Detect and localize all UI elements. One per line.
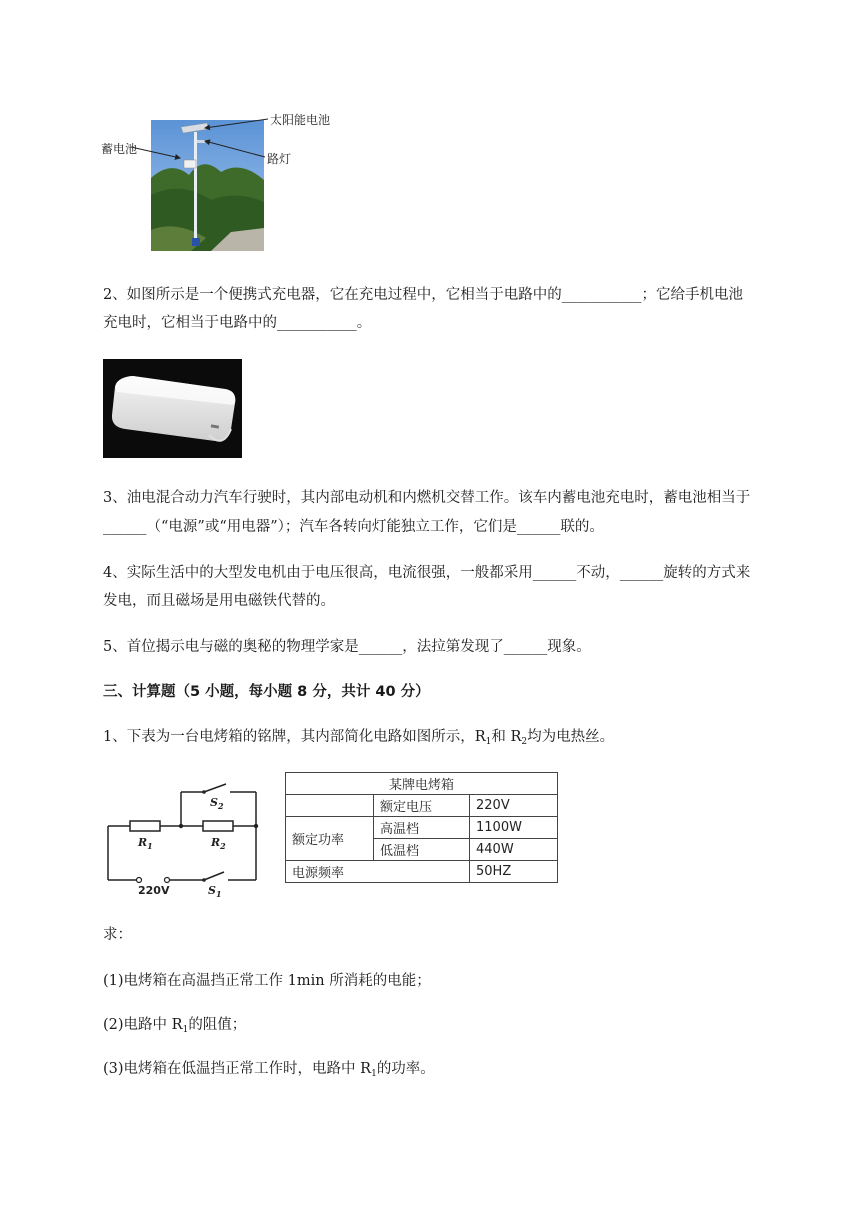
solar-cell-label: 太阳能电池 <box>270 113 331 127</box>
battery-label: 蓄电池 <box>101 142 138 156</box>
frequency-label: 电源频率 <box>286 861 470 883</box>
rated-voltage-label: 额定电压 <box>374 795 470 817</box>
resistor-r1 <box>130 821 160 831</box>
q2-line1: 2、如图所示是一个便携式充电器，它在充电过程中，它相当于电路中的___________；它给手机电池 <box>103 287 743 303</box>
q4-line1: 4、实际生活中的大型发电机由于电压很高，电流很强，一般都采用______不动，______旋转的方式来 <box>103 565 751 581</box>
battery-arrow <box>131 147 180 158</box>
sub3-subscript: 1 <box>371 1069 377 1079</box>
table-title: 某牌电烤箱 <box>286 773 558 795</box>
lamp-label: 路灯 <box>267 152 292 166</box>
low-mode-value: 440W <box>470 839 558 861</box>
q3-line1: 3、油电混合动力汽车行驶时，其内部电动机和内燃机交替工作。该车内蓄电池充电时，蓄电池相当于 <box>103 490 751 506</box>
rated-voltage-value: 220V <box>470 795 558 817</box>
power-bank-photo <box>103 359 242 458</box>
high-mode-label: 高温档 <box>374 817 470 839</box>
junction-node <box>254 824 258 828</box>
calc1-intro-a: 1、下表为一台电烤箱的铭牌，其内部简化电路如图所示，R <box>103 729 486 745</box>
q5-line1: 5、首位揭示电与磁的奥秘的物理学家是______，法拉第发现了______现象。 <box>103 639 591 655</box>
solar-arrow <box>205 119 268 128</box>
switch-s2 <box>204 784 226 792</box>
switch-pivot <box>202 790 206 794</box>
empty-cell <box>286 795 374 817</box>
s1-label: $S_1$ <box>208 884 222 897</box>
sub3-text-b: 的功率。 <box>376 1061 435 1077</box>
frequency-value: 50HZ <box>470 861 558 883</box>
low-mode-label: 低温档 <box>374 839 470 861</box>
sub-question-1: (1)电烤箱在高温挡正常工作 1min 所消耗的电能； <box>103 973 431 989</box>
junction-node <box>179 824 183 828</box>
calc1-intro-b: 和 R <box>491 729 522 745</box>
circuit-diagram <box>100 772 265 897</box>
lamp-arrow <box>205 141 265 157</box>
nameplate-table <box>285 772 558 883</box>
q2-line2: 充电时，它相当于电路中的___________。 <box>103 315 372 331</box>
voltage-label: 220V <box>138 884 170 897</box>
ask-label: 求： <box>103 927 132 943</box>
sub-question-3 <box>103 1059 435 1084</box>
r1-label: $R_1$ <box>138 836 153 851</box>
sub2-text-a: (2)电路中 R <box>103 1017 183 1033</box>
switch-s1 <box>204 872 224 880</box>
terminal <box>165 878 170 883</box>
rated-power-label: 额定功率 <box>286 817 374 861</box>
sub2-subscript: 1 <box>182 1025 189 1035</box>
switch-pivot <box>202 878 206 882</box>
sub-question-2 <box>103 1015 246 1040</box>
power-bank-image <box>103 359 242 458</box>
table-row <box>286 861 558 883</box>
table-row <box>286 817 558 839</box>
sub2-text-b: 的阻值； <box>188 1017 247 1033</box>
calc1-intro-c: 均为电热丝。 <box>527 729 615 745</box>
callout-arrows <box>0 0 860 260</box>
s2-label: $S_2$ <box>210 796 224 811</box>
high-mode-value: 1100W <box>470 817 558 839</box>
terminal <box>137 878 142 883</box>
q4-line2: 发电，而且磁场是用电磁铁代替的。 <box>103 593 335 609</box>
resistor-r2 <box>203 821 233 831</box>
calc1-intro <box>103 727 614 752</box>
section-heading: 三、计算题（5 小题，每小题 8 分，共计 40 分） <box>103 684 430 700</box>
r2-label: $R_2$ <box>211 836 226 851</box>
table-row <box>286 795 558 817</box>
sub3-text-a: (3)电烤箱在低温挡正常工作时，电路中 R <box>103 1061 372 1077</box>
table-row <box>286 773 558 795</box>
q3-line2: ______（“电源”或“用电器”）；汽车各转向灯能独立工作，它们是______联的。 <box>103 519 604 535</box>
calc1-intro-sub2: 2 <box>521 737 528 747</box>
calc1-intro-sub1: 1 <box>485 737 492 747</box>
